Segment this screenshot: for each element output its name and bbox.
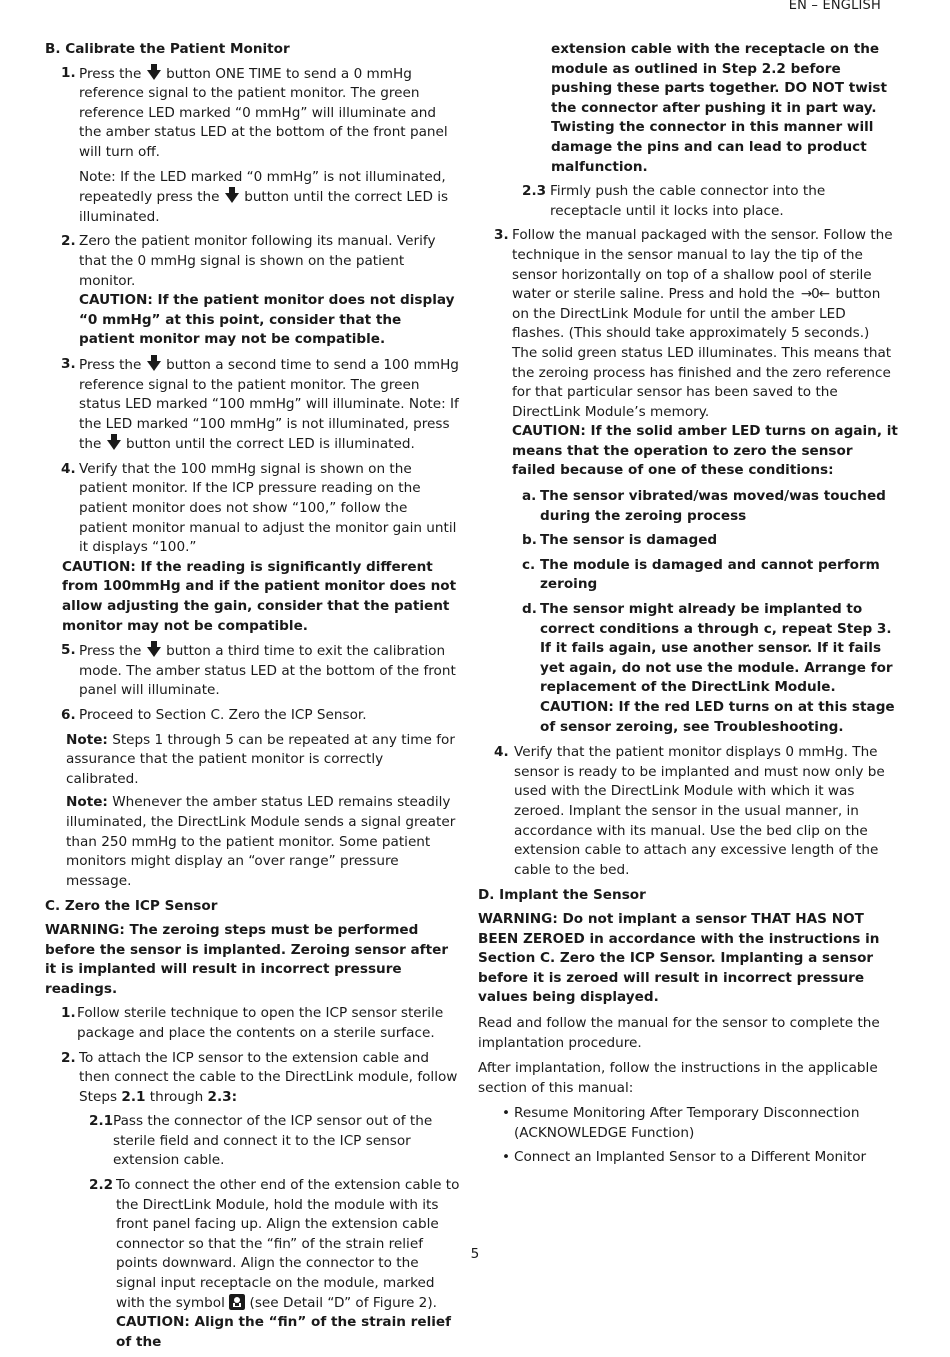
caution-text: CAUTION: If the red LED turns on at this stage of sensor zeroing, see Troubleshooting.	[540, 699, 895, 735]
step-c3	[478, 226, 898, 481]
left-column	[45, 40, 460, 1357]
section-c-warning: WARNING: The zeroing steps must be performed before the sensor is implanted. Zeroing sensor after it is implanted will result in incorrect pressure readings.	[45, 921, 449, 997]
step-text: Verify that the patient monitor displays 0 mmHg. The sensor is ready to be implanted and must now only be used with the DirectLink Module with which it was zeroed. Implant the sensor in the usual manner, in accordance with its manual. Use the bed clip on the extension cable to attach any excessive length of the cable to the bed.	[514, 744, 885, 878]
step-b6	[45, 706, 460, 726]
note-text: button until the correct LED is illuminated.	[79, 189, 449, 225]
caution-text-continued: extension cable with the receptacle on the module as outlined in Step 2.2 before pushing these parts together. DO NOT twist the connector after pushing it in part way. Twisting the connector in this manner will damage the pins and can lead to product malfunction.	[551, 41, 888, 175]
section-c-title: C. Zero the ICP Sensor	[45, 898, 218, 915]
section-d-paragraph: After implantation, follow the instructions in the applicable section of this manual:	[478, 1060, 878, 1096]
down-arrow-button-icon	[147, 355, 161, 371]
condition-letter: a.	[522, 488, 537, 505]
step-text: To connect the other end of the extension cable to the DirectLink Module, hold the module with its front panel facing up. Align the extension cable connector so that the “fin” of the strain relief points downward. Align the connector to the signal input receptacle on the module, marked with the symbol	[116, 1177, 460, 1311]
step-c2	[45, 1049, 460, 1108]
step-number: 3.	[61, 355, 76, 372]
condition-text: The module is damaged and cannot perform zeroing	[540, 556, 880, 593]
step-ref: 2.3:	[207, 1088, 238, 1105]
step-text: Press the	[79, 65, 142, 82]
step-number: 3.	[494, 227, 509, 244]
bullet-icon: •	[502, 1149, 511, 1166]
step-text: button on the DirectLink Module for until the amber LED flashes. (This should take approximately 5 seconds.) The solid green status LED illuminates. This means that the zeroing process has finished and the zero reference for that particular sensor has been saved to the DirectLink Module’s memory.	[512, 286, 892, 420]
step-number: 2.3	[522, 183, 547, 200]
step-number: 4.	[494, 744, 509, 761]
down-arrow-button-icon	[147, 641, 161, 657]
down-arrow-button-icon	[147, 64, 161, 80]
step-ref: 2.1	[121, 1088, 146, 1105]
step-number: 6.	[61, 707, 76, 723]
note-1	[62, 168, 460, 228]
caution-text: CAUTION: If the reading is significantly different from 100mmHg and if the patient monitor does not allow adjusting the gain, consider that the patient monitor may not be compatible.	[62, 558, 457, 634]
condition-text: The sensor is damaged	[540, 532, 718, 549]
step-c2-2	[45, 1176, 460, 1352]
condition-letter: b.	[522, 532, 537, 549]
step-text: Firmly push the cable connector into the receptacle until it locks into place.	[550, 183, 826, 219]
step-b5	[45, 641, 460, 701]
condition-c	[478, 556, 898, 595]
condition-d	[478, 600, 898, 737]
step-c1	[45, 1004, 460, 1043]
step-text: button a second time to send a 100 mmHg reference signal to the patient monitor. The green status LED marked “100 mmHg” will illuminate. Note: If the LED marked “100 mmHg” is not illuminated, press the	[79, 356, 459, 453]
condition-text: The sensor vibrated/was moved/was touched during the zeroing process	[540, 488, 886, 524]
language-label: EN – ENGLISH	[788, 0, 881, 13]
caution-text: CAUTION: Align the “fin” of the strain relief of the	[116, 1314, 452, 1350]
condition-a	[478, 487, 898, 526]
step-text: button until the correct LED is illuminated.	[125, 436, 415, 453]
step-text: To attach the ICP sensor to the extension cable and then connect the cable to the DirectLink module, follow Steps	[79, 1049, 458, 1105]
note-label: Note:	[66, 731, 108, 748]
signal-input-symbol-icon	[229, 1294, 245, 1310]
step-text: Zero the patient monitor following its manual. Verify that the 0 mmHg signal is shown on the patient monitor.	[79, 233, 436, 289]
bullet-icon: •	[502, 1105, 511, 1122]
section-d-warning: WARNING: Do not implant a sensor THAT HAS NOT BEEN ZEROED in accordance with the instructions in Section C. Zero the ICP Sensor. Implanting a sensor before it is zeroed will result in incorrect pressure values being displayed.	[478, 910, 880, 1006]
list-item	[478, 1148, 898, 1168]
step-number: 1.	[61, 1005, 76, 1022]
list-item-text: Resume Monitoring After Temporary Disconnection (ACKNOWLEDGE Function)	[514, 1105, 860, 1141]
note-text: Steps 1 through 5 can be repeated at any time for assurance that the patient monitor is correctly calibrated.	[66, 731, 455, 787]
step-number: 2.1	[89, 1113, 114, 1130]
step-text: through	[149, 1088, 204, 1105]
page-number: 5	[470, 1246, 480, 1262]
step-b1	[45, 64, 460, 163]
step-b2	[45, 232, 460, 350]
step-c2-1	[45, 1112, 460, 1171]
step-text: button ONE TIME to send a 0 mmHg reference signal to the patient monitor. The green reference LED marked “0 mmHg” will illuminate and the amber status LED at the bottom of the front panel will turn off.	[79, 65, 448, 160]
section-d-title: D. Implant the Sensor	[478, 887, 646, 904]
step-c2-3	[478, 182, 898, 221]
step-number: 2.	[61, 1049, 76, 1066]
condition-b	[478, 531, 898, 551]
step-text: Press the	[79, 643, 142, 660]
note-text: Whenever the amber status LED remains steadily illuminated, the DirectLink Module sends a signal greater than 250 mmHg to the patient monitor. Some patient monitors might display an “over range” pressure message.	[66, 794, 456, 889]
note-text: Note: If the LED marked “0 mmHg” is not illuminated, repeatedly press the	[79, 168, 446, 206]
condition-letter: c.	[522, 556, 536, 573]
note-label: Note:	[66, 794, 108, 811]
section-b-title: B. Calibrate the Patient Monitor	[45, 41, 290, 57]
step-text: (see Detail “D” of Figure 2).	[249, 1294, 437, 1311]
note-amber-led	[45, 793, 460, 891]
step-text: Press the	[79, 356, 142, 373]
right-column	[478, 40, 898, 1173]
condition-text: The sensor might already be implanted to correct conditions a through c, repeat Step 3. If it fails again, use another sensor. If it fails yet again, do not use the module. Arrange for replacement of the DirectLink Module.	[540, 601, 893, 696]
step-text: Follow the manual packaged with the sensor. Follow the technique in the sensor manual to lay the tip of the sensor horizontally on top of a shallow pool of sterile water or sterile saline. Press and hold the	[512, 227, 893, 303]
step-b4	[45, 460, 460, 558]
step-text: button a third time to exit the calibration mode. The amber status LED at the bottom of the front panel will illuminate.	[79, 643, 456, 699]
list-item-text: Connect an Implanted Sensor to a Different Monitor	[514, 1149, 867, 1166]
note-steps-repeat	[45, 731, 460, 790]
step-b3	[45, 355, 460, 455]
step-number: 5.	[61, 642, 76, 659]
down-arrow-button-icon	[107, 434, 121, 450]
section-d-paragraph: Read and follow the manual for the sensor to complete the implantation procedure.	[478, 1014, 880, 1051]
step-number: 4.	[61, 460, 76, 477]
step-text: Verify that the 100 mmHg signal is shown on the patient monitor. If the ICP pressure reading on the patient monitor does not show “100,” follow the patient monitor manual to adjust the monitor gain until it displays “100.”	[79, 460, 457, 556]
step-number: 2.	[61, 233, 76, 250]
condition-letter: d.	[522, 601, 537, 618]
step-text: Follow sterile technique to open the ICP sensor sterile package and place the contents on a sterile surface.	[77, 1005, 444, 1041]
step-text: Proceed to Section C. Zero the ICP Sensor.	[79, 707, 367, 723]
step-text: Pass the connector of the ICP sensor out of the sterile field and connect it to the ICP sensor extension cable.	[113, 1113, 433, 1169]
step-number: 2.2	[89, 1177, 114, 1194]
caution-text: CAUTION: If the solid amber LED turns on again, it means that the operation to zero the sensor failed because of one of these conditions:	[512, 423, 898, 479]
caution-text: CAUTION: If the patient monitor does not display “0 mmHg” at this point, consider that the patient monitor may not be compatible.	[79, 292, 455, 348]
list-item	[478, 1104, 898, 1143]
down-arrow-button-icon	[225, 187, 239, 203]
zero-button-icon: →0←	[800, 286, 830, 303]
step-number: 1.	[61, 64, 76, 81]
step-c4	[478, 743, 898, 880]
